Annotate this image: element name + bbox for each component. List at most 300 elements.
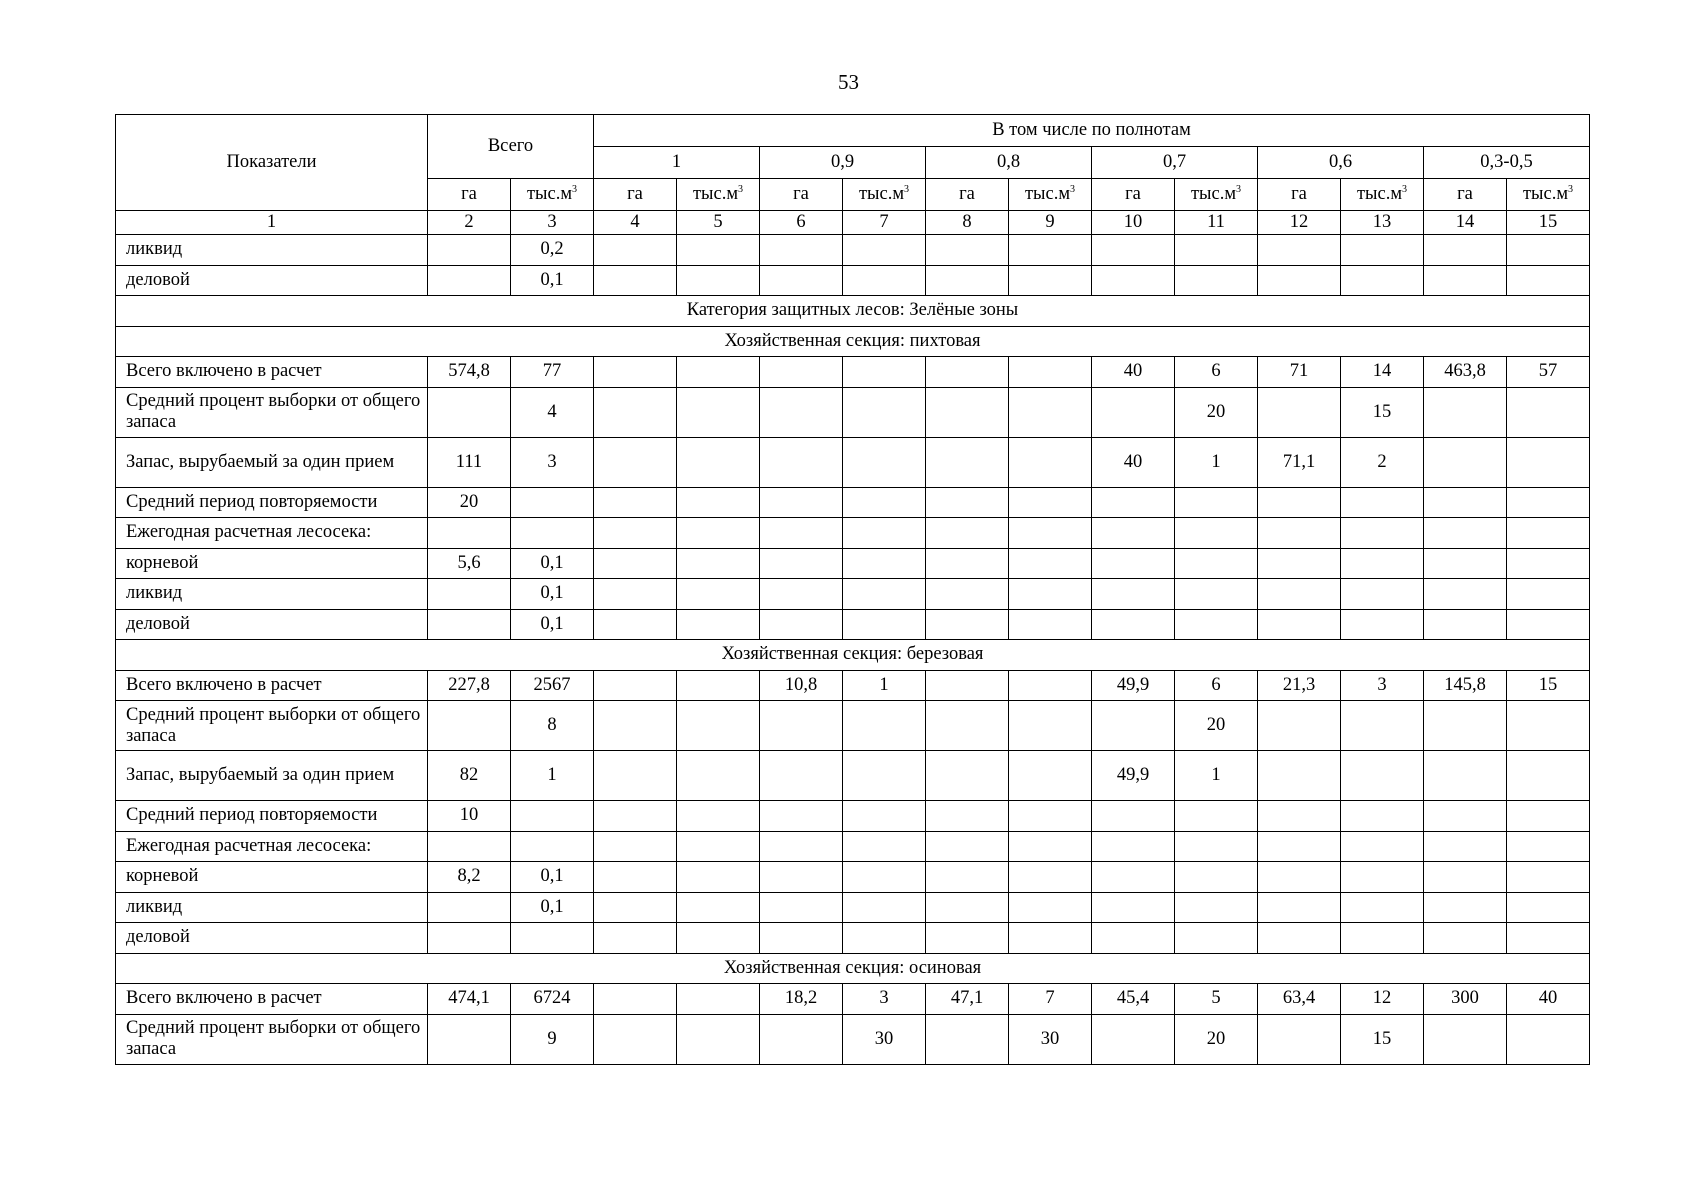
table-cell xyxy=(926,518,1009,549)
table-cell xyxy=(926,265,1009,296)
page-number: 53 xyxy=(838,70,859,94)
table-cell xyxy=(1424,235,1507,266)
table-cell xyxy=(1424,579,1507,610)
table-cell xyxy=(760,831,843,862)
table-cell: 71,1 xyxy=(1258,437,1341,487)
row-label: Всего включено в расчет xyxy=(116,670,428,701)
table-cell: 20 xyxy=(1175,387,1258,437)
table-cell xyxy=(1424,923,1507,954)
table-cell xyxy=(843,751,926,801)
table-cell xyxy=(1009,387,1092,437)
column-number: 6 xyxy=(760,211,843,235)
unit-ha-header: га xyxy=(1092,179,1175,211)
column-numbers-row xyxy=(116,211,1590,235)
section-header-row xyxy=(116,296,1590,327)
table-cell xyxy=(1507,487,1590,518)
table-cell xyxy=(760,579,843,610)
table-cell: 1 xyxy=(1175,437,1258,487)
table-cell xyxy=(1258,701,1341,751)
table-cell xyxy=(1175,862,1258,893)
table-cell xyxy=(1258,1014,1341,1064)
section-title: Категория защитных лесов: Зелёные зоны xyxy=(116,296,1590,327)
header-indicators: Показатели xyxy=(116,115,428,211)
table-row xyxy=(116,892,1590,923)
table-cell xyxy=(760,487,843,518)
section-header-row xyxy=(116,326,1590,357)
table-cell xyxy=(594,609,677,640)
table-cell: 20 xyxy=(1175,1014,1258,1064)
table-cell: 0,1 xyxy=(511,862,594,893)
table-cell xyxy=(1258,265,1341,296)
table-cell xyxy=(1009,518,1092,549)
table-cell: 49,9 xyxy=(1092,751,1175,801)
table-cell xyxy=(926,670,1009,701)
column-number: 9 xyxy=(1009,211,1092,235)
table-cell xyxy=(926,357,1009,388)
table-cell xyxy=(1092,387,1175,437)
table-cell xyxy=(926,831,1009,862)
table-cell xyxy=(926,609,1009,640)
unit-volume-header: $тыс.м^3$ xyxy=(1507,179,1590,211)
table-cell xyxy=(1507,265,1590,296)
table-row xyxy=(116,701,1590,751)
table-cell xyxy=(760,265,843,296)
column-number: 3 xyxy=(511,211,594,235)
table-cell xyxy=(594,831,677,862)
table-cell: 1 xyxy=(843,670,926,701)
table-cell xyxy=(1009,801,1092,832)
table-cell xyxy=(1175,548,1258,579)
table-row xyxy=(116,609,1590,640)
table-cell xyxy=(1424,518,1507,549)
table-cell xyxy=(926,437,1009,487)
table-cell xyxy=(677,801,760,832)
table-cell xyxy=(760,701,843,751)
table-cell xyxy=(677,862,760,893)
table-cell xyxy=(1258,892,1341,923)
table-cell xyxy=(843,892,926,923)
table-cell xyxy=(926,487,1009,518)
table-cell xyxy=(1507,387,1590,437)
table-cell xyxy=(511,518,594,549)
density-group-header: 0,3-0,5 xyxy=(1424,147,1590,179)
table-cell xyxy=(1258,923,1341,954)
table-cell xyxy=(428,892,511,923)
table-cell xyxy=(677,548,760,579)
table-cell xyxy=(1507,862,1590,893)
table-cell: 0,2 xyxy=(511,235,594,266)
table-cell: 463,8 xyxy=(1424,357,1507,388)
table-cell xyxy=(677,487,760,518)
table-row xyxy=(116,1014,1590,1064)
table-cell: 2 xyxy=(1341,437,1424,487)
table-cell: 57 xyxy=(1507,357,1590,388)
table-cell xyxy=(1092,609,1175,640)
table-cell xyxy=(594,265,677,296)
table-cell xyxy=(428,1014,511,1064)
table-cell xyxy=(1092,1014,1175,1064)
row-label: Средний процент выборки от общего запаса xyxy=(116,701,428,751)
column-number: 10 xyxy=(1092,211,1175,235)
table-cell: 0,1 xyxy=(511,892,594,923)
table-cell xyxy=(760,609,843,640)
table-cell xyxy=(926,387,1009,437)
table-cell xyxy=(511,923,594,954)
table-cell xyxy=(677,609,760,640)
table-cell xyxy=(1341,831,1424,862)
table-cell: 14 xyxy=(1341,357,1424,388)
table-cell xyxy=(1258,518,1341,549)
table-cell xyxy=(760,862,843,893)
table-cell xyxy=(843,487,926,518)
header-total: Всего xyxy=(428,115,594,179)
table-cell xyxy=(1341,862,1424,893)
row-label: корневой xyxy=(116,548,428,579)
table-cell: 77 xyxy=(511,357,594,388)
row-label: Средний процент выборки от общего запаса xyxy=(116,387,428,437)
table-row xyxy=(116,801,1590,832)
table-cell xyxy=(1009,923,1092,954)
table-cell xyxy=(843,862,926,893)
table-cell xyxy=(843,437,926,487)
column-number: 5 xyxy=(677,211,760,235)
table-cell xyxy=(760,923,843,954)
table-row xyxy=(116,548,1590,579)
table-cell xyxy=(594,1014,677,1064)
table-cell: 145,8 xyxy=(1424,670,1507,701)
table-cell xyxy=(1341,487,1424,518)
row-label: Средний процент выборки от общего запаса xyxy=(116,1014,428,1064)
table-cell xyxy=(594,357,677,388)
table-cell xyxy=(1092,265,1175,296)
table-cell xyxy=(843,387,926,437)
table-cell xyxy=(926,862,1009,893)
column-number: 15 xyxy=(1507,211,1590,235)
table-cell: 30 xyxy=(1009,1014,1092,1064)
table-cell xyxy=(1009,701,1092,751)
table-cell xyxy=(1175,801,1258,832)
column-number: 7 xyxy=(843,211,926,235)
table-cell xyxy=(843,265,926,296)
table-cell xyxy=(1341,609,1424,640)
table-cell xyxy=(1175,235,1258,266)
table-cell xyxy=(677,1014,760,1064)
table-cell: 6724 xyxy=(511,984,594,1015)
table-cell: 0,1 xyxy=(511,548,594,579)
table-cell: 49,9 xyxy=(1092,670,1175,701)
table-cell xyxy=(926,579,1009,610)
table-cell: 3 xyxy=(843,984,926,1015)
unit-ha-header: га xyxy=(926,179,1009,211)
table-cell xyxy=(1092,892,1175,923)
table-cell xyxy=(428,579,511,610)
table-cell xyxy=(1507,235,1590,266)
unit-volume-header: $тыс.м^3$ xyxy=(1341,179,1424,211)
table-cell xyxy=(594,751,677,801)
table-cell xyxy=(1175,609,1258,640)
table-cell xyxy=(1507,609,1590,640)
unit-ha-header: га xyxy=(760,179,843,211)
table-cell xyxy=(1009,235,1092,266)
table-cell xyxy=(926,1014,1009,1064)
table-cell: 18,2 xyxy=(760,984,843,1015)
table-cell xyxy=(1009,579,1092,610)
table-row xyxy=(116,487,1590,518)
row-label: деловой xyxy=(116,265,428,296)
table-row xyxy=(116,923,1590,954)
table-cell xyxy=(843,235,926,266)
table-cell xyxy=(1424,862,1507,893)
table-cell xyxy=(677,357,760,388)
table-cell xyxy=(1341,518,1424,549)
table-cell xyxy=(1424,1014,1507,1064)
table-cell: 474,1 xyxy=(428,984,511,1015)
table-cell xyxy=(428,609,511,640)
column-number: 13 xyxy=(1341,211,1424,235)
table-cell xyxy=(1424,548,1507,579)
table-cell: 6 xyxy=(1175,357,1258,388)
table-cell xyxy=(1009,265,1092,296)
unit-ha-header: га xyxy=(1424,179,1507,211)
unit-volume-header: $тыс.м^3$ xyxy=(1175,179,1258,211)
column-number: 4 xyxy=(594,211,677,235)
table-cell xyxy=(1507,518,1590,549)
table-cell: 300 xyxy=(1424,984,1507,1015)
table-cell xyxy=(594,984,677,1015)
table-cell: 0,1 xyxy=(511,265,594,296)
row-label: ликвид xyxy=(116,579,428,610)
table-cell xyxy=(926,801,1009,832)
table-cell xyxy=(1507,923,1590,954)
row-label: Запас, вырубаемый за один прием xyxy=(116,751,428,801)
table-cell: 0,1 xyxy=(511,609,594,640)
table-cell xyxy=(843,579,926,610)
table-cell xyxy=(428,923,511,954)
table-cell xyxy=(760,892,843,923)
table-cell xyxy=(1424,437,1507,487)
table-cell xyxy=(1507,892,1590,923)
table-cell: 40 xyxy=(1507,984,1590,1015)
table-cell xyxy=(594,579,677,610)
table-cell xyxy=(1424,387,1507,437)
row-label: Ежегодная расчетная лесосека: xyxy=(116,518,428,549)
table-cell: 20 xyxy=(428,487,511,518)
row-label: ликвид xyxy=(116,892,428,923)
table-cell xyxy=(926,548,1009,579)
table-cell xyxy=(594,670,677,701)
table-cell xyxy=(677,751,760,801)
table-cell xyxy=(843,357,926,388)
table-cell xyxy=(1507,437,1590,487)
table-cell xyxy=(1009,892,1092,923)
table-cell xyxy=(1507,548,1590,579)
table-cell xyxy=(1424,609,1507,640)
table-cell xyxy=(1341,701,1424,751)
table-cell: 15 xyxy=(1507,670,1590,701)
table-cell xyxy=(1009,609,1092,640)
table-cell xyxy=(926,235,1009,266)
table-cell xyxy=(1341,892,1424,923)
table-cell xyxy=(511,487,594,518)
table-cell xyxy=(760,1014,843,1064)
table-cell xyxy=(1009,751,1092,801)
table-cell: 12 xyxy=(1341,984,1424,1015)
row-label: корневой xyxy=(116,862,428,893)
unit-volume-header: $тыс.м^3$ xyxy=(1009,179,1092,211)
table-cell: 15 xyxy=(1341,387,1424,437)
table-cell xyxy=(1258,751,1341,801)
table-cell xyxy=(926,701,1009,751)
table-row xyxy=(116,387,1590,437)
table-row xyxy=(116,984,1590,1015)
table-cell xyxy=(1341,265,1424,296)
table-cell xyxy=(1341,548,1424,579)
table-cell xyxy=(1507,701,1590,751)
table-cell xyxy=(1424,751,1507,801)
table-cell xyxy=(1258,831,1341,862)
density-group-header: 1 xyxy=(594,147,760,179)
section-title: Хозяйственная секция: осиновая xyxy=(116,953,1590,984)
table-cell: 227,8 xyxy=(428,670,511,701)
table-cell xyxy=(594,487,677,518)
unit-volume-header: $тыс.м^3$ xyxy=(843,179,926,211)
table-cell xyxy=(594,387,677,437)
row-label: Средний период повторяемости xyxy=(116,801,428,832)
unit-volume-header: $тыс.м^3$ xyxy=(511,179,594,211)
table-cell xyxy=(1092,801,1175,832)
table-cell xyxy=(677,892,760,923)
table-cell xyxy=(677,984,760,1015)
table-cell xyxy=(1009,670,1092,701)
table-cell: 21,3 xyxy=(1258,670,1341,701)
density-group-header: 0,7 xyxy=(1092,147,1258,179)
unit-ha-header: га xyxy=(594,179,677,211)
table-cell: 3 xyxy=(1341,670,1424,701)
unit-volume-header: $тыс.м^3$ xyxy=(677,179,760,211)
table-cell xyxy=(677,831,760,862)
column-number: 11 xyxy=(1175,211,1258,235)
row-label: Ежегодная расчетная лесосека: xyxy=(116,831,428,862)
table-row xyxy=(116,518,1590,549)
section-header-row xyxy=(116,953,1590,984)
table-cell xyxy=(1175,923,1258,954)
table-cell xyxy=(677,518,760,549)
table-cell xyxy=(926,892,1009,923)
table-cell: 10,8 xyxy=(760,670,843,701)
table-cell xyxy=(843,831,926,862)
table-cell xyxy=(594,437,677,487)
table-row xyxy=(116,751,1590,801)
table-cell xyxy=(1341,801,1424,832)
table-cell xyxy=(1175,892,1258,923)
column-number: 12 xyxy=(1258,211,1341,235)
unit-ha-header: га xyxy=(428,179,511,211)
column-number: 8 xyxy=(926,211,1009,235)
table-cell: 0,1 xyxy=(511,579,594,610)
table-cell xyxy=(1341,235,1424,266)
table-cell xyxy=(760,437,843,487)
table-cell xyxy=(843,923,926,954)
table-cell xyxy=(1092,518,1175,549)
table-cell xyxy=(1092,235,1175,266)
table-cell xyxy=(677,670,760,701)
table-cell xyxy=(1424,265,1507,296)
table-cell: 8,2 xyxy=(428,862,511,893)
table-cell xyxy=(594,801,677,832)
table-cell xyxy=(677,235,760,266)
table-cell: 574,8 xyxy=(428,357,511,388)
table-cell xyxy=(760,387,843,437)
table-cell xyxy=(760,235,843,266)
table-cell xyxy=(428,518,511,549)
table-row xyxy=(116,437,1590,487)
table-cell: 82 xyxy=(428,751,511,801)
table-cell: 10 xyxy=(428,801,511,832)
table-cell: 15 xyxy=(1341,1014,1424,1064)
table-cell xyxy=(1507,579,1590,610)
table-cell xyxy=(1507,1014,1590,1064)
table-cell xyxy=(1258,862,1341,893)
table-cell: 40 xyxy=(1092,437,1175,487)
row-label: Средний период повторяемости xyxy=(116,487,428,518)
table-cell xyxy=(760,751,843,801)
table-cell xyxy=(1092,862,1175,893)
table-cell xyxy=(1258,235,1341,266)
table-cell: 45,4 xyxy=(1092,984,1175,1015)
table-cell xyxy=(1341,751,1424,801)
header-row-1 xyxy=(116,115,1590,147)
table-cell xyxy=(1009,487,1092,518)
table-cell xyxy=(1092,831,1175,862)
table-cell xyxy=(677,701,760,751)
table-cell xyxy=(1341,923,1424,954)
table-cell xyxy=(594,235,677,266)
table-cell xyxy=(1092,923,1175,954)
table-cell xyxy=(677,265,760,296)
table-row xyxy=(116,670,1590,701)
table-cell xyxy=(843,701,926,751)
table-cell xyxy=(1009,357,1092,388)
table-cell: 9 xyxy=(511,1014,594,1064)
table-cell: 8 xyxy=(511,701,594,751)
table-row xyxy=(116,357,1590,388)
table-cell: 5 xyxy=(1175,984,1258,1015)
table-cell xyxy=(926,751,1009,801)
table-cell xyxy=(1092,579,1175,610)
table-cell xyxy=(1258,548,1341,579)
table-cell xyxy=(1009,862,1092,893)
table-cell xyxy=(677,923,760,954)
table-cell: 7 xyxy=(1009,984,1092,1015)
forest-data-table xyxy=(115,114,1590,1065)
density-group-header: 0,9 xyxy=(760,147,926,179)
table-cell xyxy=(677,387,760,437)
table-cell xyxy=(594,548,677,579)
table-cell xyxy=(428,387,511,437)
density-group-header: 0,8 xyxy=(926,147,1092,179)
table-cell: 6 xyxy=(1175,670,1258,701)
table-cell: 5,6 xyxy=(428,548,511,579)
table-cell xyxy=(1175,487,1258,518)
table-cell: 1 xyxy=(1175,751,1258,801)
table-cell xyxy=(1258,487,1341,518)
table-cell xyxy=(594,923,677,954)
table-row xyxy=(116,265,1590,296)
column-number: 14 xyxy=(1424,211,1507,235)
table-cell xyxy=(1092,548,1175,579)
table-cell xyxy=(677,437,760,487)
table-cell xyxy=(1424,801,1507,832)
